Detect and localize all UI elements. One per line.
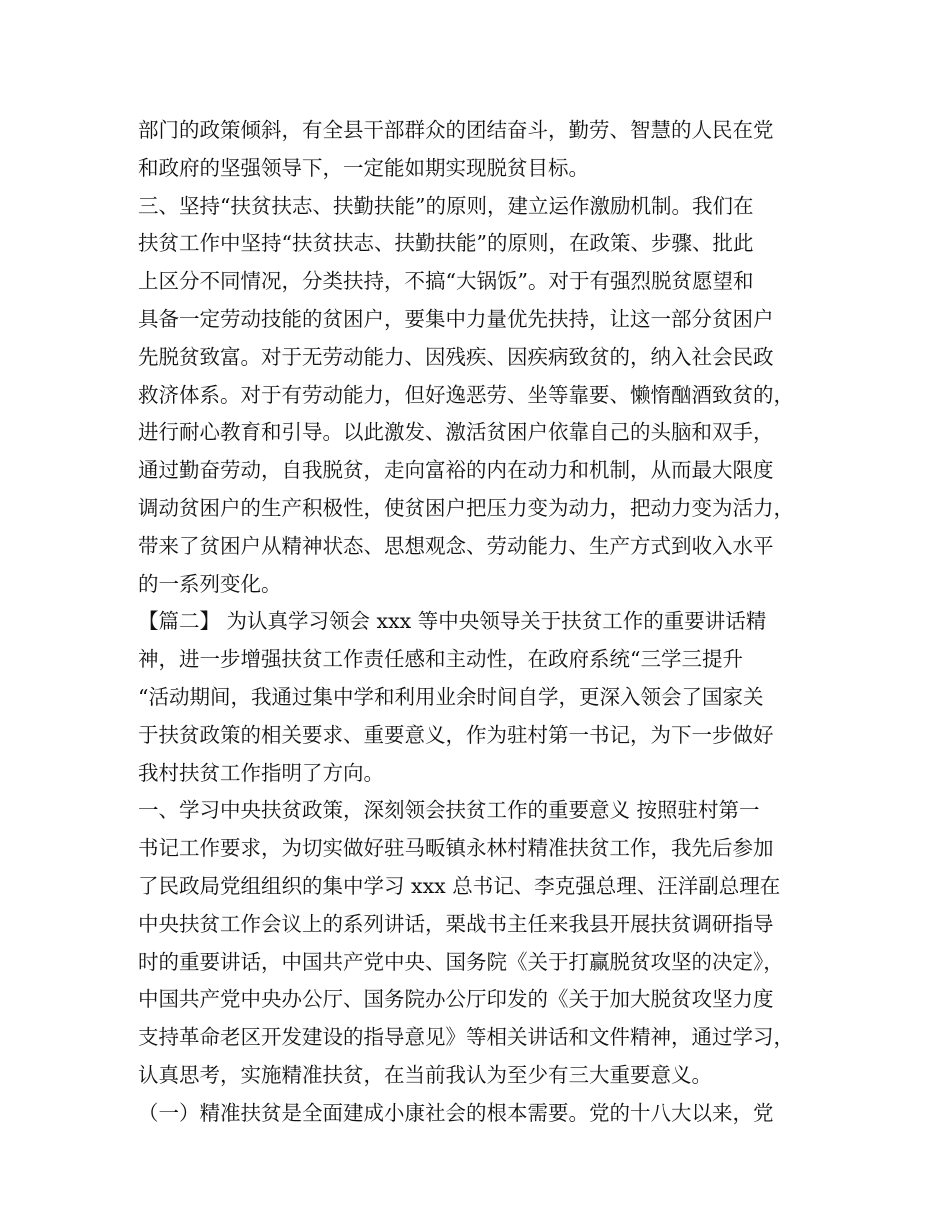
text-line: 具备一定劳动技能的贫困户，要集中力量优先扶持，让这一部分贫困户 xyxy=(138,306,774,331)
text-line: 扶贫工作中坚持“扶贫扶志、扶勤扶能”的原则，在政策、步骤、批此 xyxy=(138,231,754,256)
text-line: 我村扶贫工作指明了方向。 xyxy=(138,760,384,785)
text-line: 通过勤奋劳动，自我脱贫，走向富裕的内在动力和机制，从而最大限度 xyxy=(138,458,774,483)
text-line: 带来了贫困户从精神状态、思想观念、劳动能力、生产方式到收入水平 xyxy=(138,533,774,558)
text-line: “活动期间，我通过集中学和利用业余时间自学，更深入领会了国家关 xyxy=(138,684,764,709)
text-line: 和政府的坚强领导下，一定能如期实现脱贫目标。 xyxy=(138,155,589,180)
text-line: 先脱贫致富。对于无劳动能力、因残疾、因疾病致贫的，纳入社会民政 xyxy=(138,344,774,369)
text-line: 于扶贫政策的相关要求、重要意义，作为驻村第一书记，为下一步做好 xyxy=(138,722,774,747)
text-line: 时的重要讲话，中国共产党中央、国务院《关于打赢脱贫攻坚的决定》， xyxy=(138,949,784,974)
section-heading-line: 三、坚持“扶贫扶志、扶勤扶能”的原则，建立运作激励机制。我们在 xyxy=(138,193,754,218)
text-line: 的一系列变化。 xyxy=(138,571,282,596)
text-line: 中国共产党中央办公厅、国务院办公厅印发的《关于加大脱贫攻坚力度 xyxy=(138,987,774,1012)
text-line: 部门的政策倾斜，有全县干部群众的团结奋斗，勤劳、智慧的人民在党 xyxy=(138,118,774,142)
chapter-heading-line: 【篇二】 为认真学习领会 xxx 等中央领导关于扶贫工作的重要讲话精 xyxy=(138,609,767,634)
text-line: 认真思考，实施精准扶贫，在当前我认为至少有三大重要意义。 xyxy=(138,1062,712,1087)
text-line: 神，进一步增强扶贫工作责任感和主动性，在政府系统“三学三提升 xyxy=(138,647,743,672)
text-line: 调动贫困户的生产积极性，使贫困户把压力变为动力，把动力变为活力， xyxy=(138,495,794,520)
text-line: 进行耐心教育和引导。以此激发、激活贫困户依靠自己的头脑和双手， xyxy=(138,420,774,445)
text-line: 书记工作要求，为切实做好驻马畈镇永林村精准扶贫工作，我先后参加 xyxy=(138,836,774,861)
document-body xyxy=(138,112,828,1133)
text-line: 了民政局党组组织的集中学习 xxx 总书记、李克强总理、汪洋副总理在 xyxy=(138,873,781,898)
text-line: 中央扶贫工作会议上的系列讲话，栗战书主任来我县开展扶贫调研指导 xyxy=(138,911,774,936)
section-heading-line: 一、学习中央扶贫政策，深刻领会扶贫工作的重要意义 按照驻村第一 xyxy=(138,798,760,823)
text-line: 支持革命老区开发建设的指导意见》等相关讲话和文件精神，通过学习， xyxy=(138,1025,794,1050)
text-line: 救济体系。对于有劳动能力，但好逸恶劳、坐等靠要、懒惰酗酒致贫的， xyxy=(138,382,794,407)
subsection-heading-line: （一）精准扶贫是全面建成小康社会的根本需要。党的十八大以来，党 xyxy=(138,1100,774,1125)
text-line: 上区分不同情况，分类扶持，不搞“大锅饭”。对于有强烈脱贫愿望和 xyxy=(138,269,754,294)
